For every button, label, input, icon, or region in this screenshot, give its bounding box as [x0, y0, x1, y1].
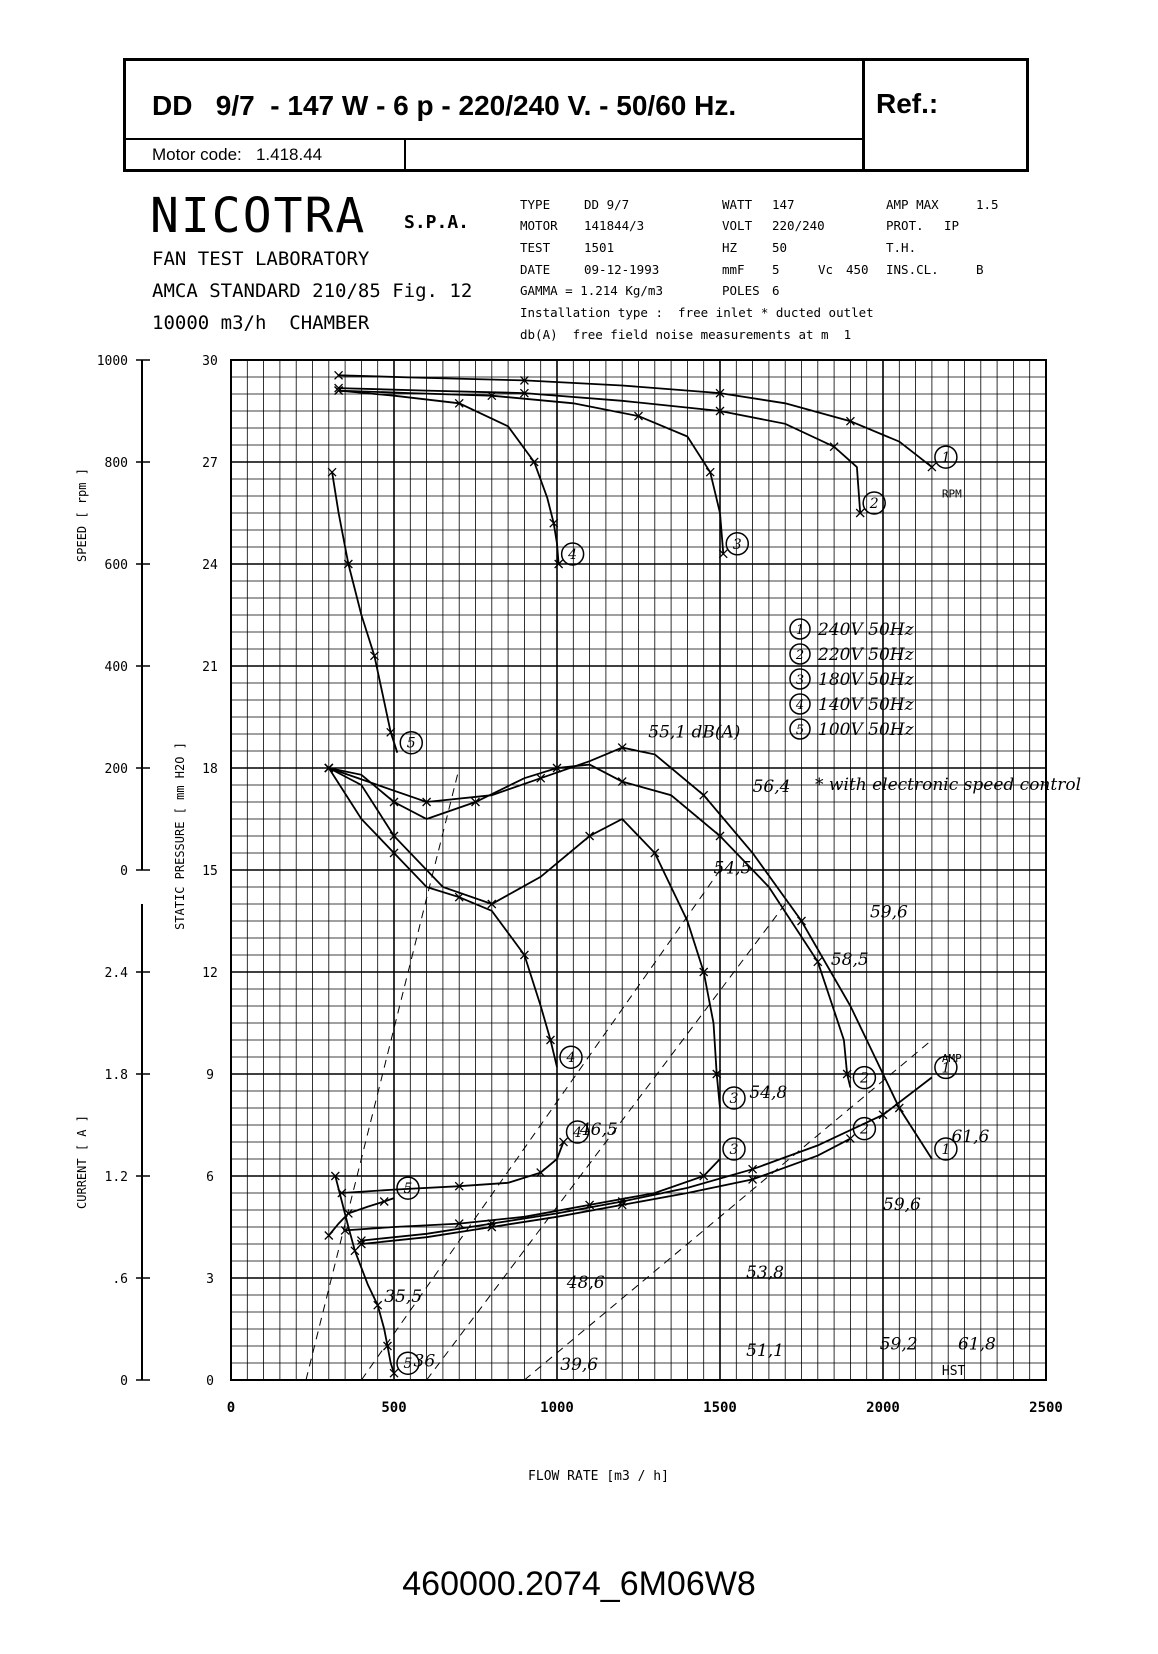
product-title: DD 9/7 - 147 W - 6 p - 220/240 V. - 50/60 Hz.: [152, 90, 737, 121]
noise-level-label: 54,8: [749, 1082, 788, 1103]
speed-tick-label: 800: [104, 456, 128, 471]
spec-prot-value: IP: [944, 218, 960, 233]
legend-entry-4: 140V 50Hz: [818, 695, 914, 715]
ref-label: Ref.:: [876, 88, 939, 119]
pressure-tick-label: 9: [206, 1068, 214, 1083]
pressure-series-label: 5: [403, 1356, 413, 1373]
current-axis-title: CURRENT [ A ]: [75, 1115, 89, 1209]
x-tick-label: 2000: [866, 1400, 900, 1416]
speed-curve-5: [332, 472, 397, 753]
noise-level-label: 55,1 dB(A): [648, 722, 741, 743]
legend-entry-5: 100V 50Hz: [818, 720, 914, 740]
current-series-label: 2: [859, 1121, 869, 1138]
speed-series-label: 1: [941, 450, 951, 467]
noise-level-label: 48,6: [566, 1273, 605, 1294]
noise-level-label: 56,4: [752, 776, 791, 797]
spec-hz-value: 50: [772, 240, 788, 255]
noise-level-label: 59,2: [879, 1334, 918, 1355]
spec-date-value: 09-12-1993: [584, 262, 660, 277]
spec-watt-label: WATT: [722, 197, 753, 212]
noise-level-label: 58,5: [830, 950, 869, 971]
spec-type-label: TYPE: [520, 197, 551, 212]
speed-tick-label: 1000: [96, 354, 128, 369]
lab-line-2: AMCA STANDARD 210/85 Fig. 12: [152, 280, 473, 302]
spec-type-value: DD 9/7: [584, 197, 630, 212]
noise-level-label: 35,5: [384, 1286, 423, 1307]
current-series-label: 4: [573, 1125, 582, 1141]
speed-tick-label: 600: [104, 558, 128, 573]
speed-series-label: 2: [869, 496, 879, 512]
x-axis-title: FLOW RATE [m3 / h]: [528, 1469, 669, 1484]
spec-ampmax-label: AMP MAX: [886, 197, 939, 212]
pressure-tick-label: 27: [202, 456, 218, 471]
noise-level-label: 54,5: [713, 858, 752, 879]
noise-level-label: 53,8: [746, 1263, 784, 1283]
legend-entry-2: 220V 50Hz: [818, 645, 914, 665]
legend-marker-label: 4: [795, 698, 805, 713]
noise-level-label: 59,6: [883, 1195, 921, 1215]
x-tick-label: 500: [381, 1400, 407, 1416]
current-series-label: 5: [403, 1181, 413, 1198]
noise-level-label: 46,5: [579, 1120, 618, 1141]
legend-entry-3: 180V 50Hz: [818, 670, 914, 690]
speed-tick-label: 400: [104, 660, 128, 675]
legend-entry-1: 240V 50Hz: [818, 620, 914, 640]
current-tick-label: 2.4: [104, 966, 128, 981]
noise-level-label: 51,1: [746, 1341, 784, 1362]
speed-tick-label: 200: [104, 762, 128, 777]
pressure-series-label: 4: [566, 1050, 576, 1067]
pressure-tick-label: 3: [206, 1272, 214, 1287]
current-tick-label: 1.8: [104, 1068, 128, 1083]
x-tick-label: 0: [226, 1400, 236, 1416]
noise-level-label: 61,8: [957, 1334, 996, 1355]
spec-th-label: T.H.: [886, 240, 917, 255]
speed-tick-label: 0: [120, 864, 128, 879]
speed-series-label: 3: [732, 536, 742, 553]
brand-suffix: S.P.A.: [404, 212, 470, 233]
legend-marker-label: 5: [795, 723, 805, 738]
pressure-tick-label: 6: [206, 1170, 214, 1185]
noise-level-label: 39,6: [560, 1354, 599, 1375]
spec-test-label: TEST: [520, 240, 551, 255]
spec-motor-label: MOTOR: [520, 218, 558, 233]
noise-level-label: 59,6: [869, 902, 908, 923]
speed-series-label: 5: [406, 735, 416, 752]
brand-name: NICOTRA: [150, 188, 367, 244]
spec-ampmax-value: 1.5: [976, 197, 999, 212]
spec-motor-value: 141844/3: [584, 218, 645, 233]
current-tick-label: .6: [112, 1272, 128, 1287]
document-code: 460000.2074_6M06W8: [402, 1565, 756, 1603]
speed-series-label: 4: [568, 547, 578, 563]
legend-marker-label: 1: [795, 623, 805, 638]
current-tick-label: 0: [120, 1374, 128, 1389]
pressure-tick-label: 24: [202, 558, 218, 573]
legend-note: * with electronic speed control: [815, 775, 1082, 795]
speed-curve-2: [339, 388, 861, 513]
x-tick-label: 1000: [540, 1400, 574, 1416]
pressure-axis-title: STATIC PRESSURE [ mm H2O ]: [173, 742, 187, 930]
x-tick-label: 2500: [1029, 1400, 1063, 1416]
current-tick-label: 1.2: [104, 1170, 128, 1185]
spec-test-value: 1501: [584, 240, 615, 255]
current-curve-3: [345, 1159, 720, 1230]
spec-installation: Installation type : free inlet * ducted outlet: [520, 305, 874, 320]
spec-volt-label: VOLT: [722, 218, 753, 233]
spec-mmf-value: 5: [772, 262, 780, 277]
current-series-label: 3: [729, 1142, 739, 1158]
legend-marker-label: 3: [795, 673, 805, 688]
spec-poles-label: POLES: [722, 283, 760, 298]
speed-curve-1: [339, 375, 932, 467]
noise-level-label: 61,6: [951, 1127, 990, 1147]
speed-curve-3: [339, 391, 724, 554]
hst-label: HST: [941, 1363, 966, 1379]
legend-marker-label: 2: [795, 648, 805, 663]
pressure-series-label: 2: [859, 1070, 869, 1087]
speed-axis-title: SPEED [ rpm ]: [75, 468, 89, 562]
spec-noise: db(A) free field noise measurements at m 1: [520, 327, 852, 342]
pressure-tick-label: 18: [202, 762, 218, 777]
pressure-series-label: 3: [729, 1091, 739, 1107]
spec-gamma: GAMMA = 1.214 Kg/m3: [520, 283, 663, 298]
lab-line-1: FAN TEST LABORATORY: [152, 248, 370, 270]
pressure-tick-label: 30: [202, 354, 218, 369]
motor-code-value: 1.418.44: [255, 145, 323, 164]
spec-hz-label: HZ: [722, 240, 738, 255]
x-tick-label: 1500: [703, 1400, 737, 1416]
pressure-tick-label: 12: [202, 966, 218, 981]
rpm-label: RPM: [941, 487, 962, 501]
pressure-tick-label: 21: [202, 660, 218, 675]
spec-poles-value: 6: [772, 283, 780, 298]
spec-inscl-value: B: [976, 262, 984, 277]
spec-date-label: DATE: [520, 262, 551, 277]
current-curve-4: [342, 1142, 564, 1193]
lab-line-3: 10000 m3/h CHAMBER: [152, 312, 370, 334]
spec-mmf-label: mmF: [722, 262, 745, 277]
speed-curve-4: [339, 391, 559, 564]
spec-vc-label: Vc: [818, 262, 834, 277]
amp-label: AMP: [941, 1052, 962, 1065]
pressure-tick-label: 0: [206, 1374, 214, 1389]
current-series-label: 1: [941, 1060, 951, 1077]
spec-vc-value: 450: [846, 262, 869, 277]
spec-prot-label: PROT.: [886, 218, 924, 233]
pressure-series-label: 1: [941, 1142, 951, 1158]
spec-watt-value: 147: [772, 197, 795, 212]
pressure-tick-label: 15: [202, 864, 218, 879]
noise-level-label: 36: [413, 1351, 436, 1372]
spec-volt-value: 220/240: [772, 218, 825, 233]
spec-inscl-label: INS.CL.: [886, 262, 939, 277]
motor-code-label: Motor code:: [152, 145, 242, 164]
